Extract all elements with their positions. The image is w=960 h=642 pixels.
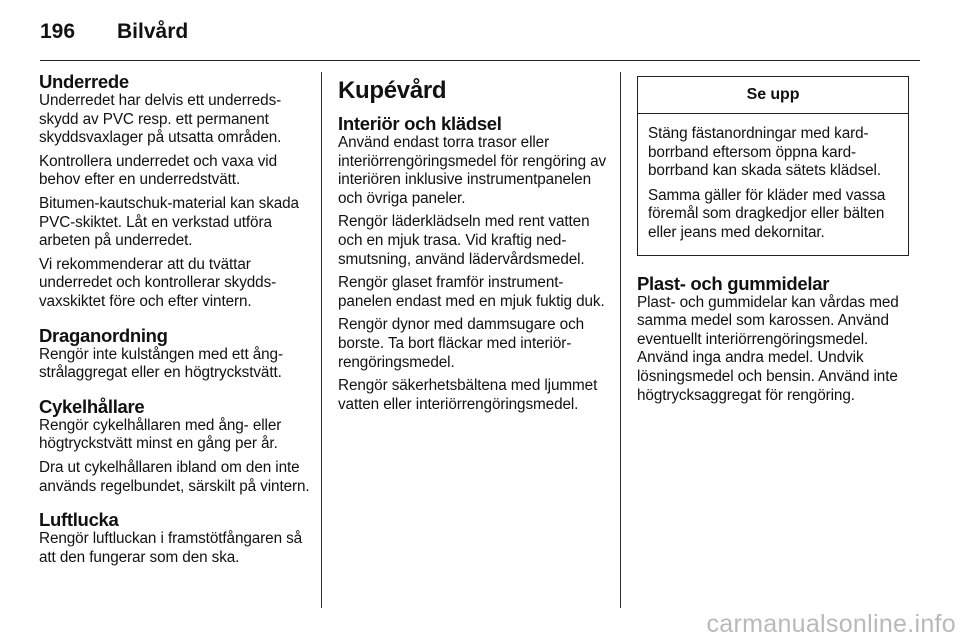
paragraph: Rengör säkerhetsbältena med ljummet vatten eller interiörrengöringsmedel. bbox=[338, 377, 598, 413]
paragraph: Rengör glaset framför instrumentpanelen endast med en mjuk fuktig duk. bbox=[338, 274, 605, 310]
paragraph: Bitumen-kautschuk-material kan skada PVC-skiktet. Låt en verkstad utföra arbeten på underredet. bbox=[39, 194, 299, 250]
section-underrede bbox=[39, 72, 311, 312]
watermark: carmanualsonline.info bbox=[706, 610, 956, 638]
paragraph: Stäng fästanordningar med kardborrband eftersom öppna kardborrband kan skada sätets klädsel. bbox=[648, 125, 881, 180]
section-interior bbox=[338, 114, 610, 414]
column-right bbox=[637, 72, 909, 419]
warning-box bbox=[637, 76, 909, 256]
paragraph: Rengör luftluckan i framstötfångaren så att den fungerar som den ska. bbox=[39, 530, 303, 566]
paragraph: Använd endast torra trasor eller interiörrengöringsmedel för rengöring av interiören inklusive instrumentpanelen och övriga paneler. bbox=[338, 134, 607, 207]
page-number: 196 bbox=[40, 20, 76, 43]
section-title-kupevard: Kupévård bbox=[338, 77, 447, 104]
chapter-title: Bilvård bbox=[117, 20, 189, 43]
heading-underrede: Underrede bbox=[39, 71, 129, 92]
paragraph: Dra ut cykelhållaren ibland om den inte används regelbundet, särskilt på vintern. bbox=[39, 458, 310, 495]
section-draganordning bbox=[39, 326, 311, 383]
paragraph: Rengör inte kulstången med ett ångstrålaggregat eller en högtryckstvätt. bbox=[39, 345, 284, 382]
section-luftlucka bbox=[39, 510, 311, 567]
paragraph: Kontrollera underredet och vaxa vid behov efter en underredstvätt. bbox=[39, 152, 277, 189]
heading-draganordning: Draganordning bbox=[39, 324, 168, 346]
paragraph: Rengör läderklädseln med rent vatten och en mjuk trasa. Vid kraftig nedsmutsning, använd lädervårdsmedel. bbox=[338, 213, 590, 268]
section-cykelhallare bbox=[39, 397, 311, 496]
column-middle bbox=[338, 72, 610, 428]
column-divider-1 bbox=[321, 72, 322, 608]
section-plast bbox=[637, 274, 909, 406]
paragraph: Vi rekommenderar att du tvättar underredet och kontrollerar skyddsvaxskiktet före och efter vintern. bbox=[39, 255, 277, 310]
heading-cykelhallare: Cykelhållare bbox=[39, 395, 145, 417]
header-divider bbox=[40, 60, 920, 61]
heading-plast: Plast- och gummidelar bbox=[637, 272, 830, 294]
warning-title: Se upp bbox=[638, 77, 908, 114]
column-divider-2 bbox=[620, 72, 621, 608]
heading-luftlucka: Luftlucka bbox=[39, 509, 119, 531]
page-header bbox=[40, 14, 920, 58]
paragraph: Plast- och gummidelar kan vårdas med samma medel som karossen. Använd eventuellt interiörrengöringsmedel. Använd inga andra medel. Undvik lösningsmedel och bensin. Använd inte högtrycksaggregat för rengöring. bbox=[637, 293, 899, 404]
heading-interior: Interiör och klädsel bbox=[338, 113, 502, 134]
paragraph: Samma gäller för kläder med vassa föremål som dragkedjor eller bälten eller jeans med dekornitar. bbox=[648, 186, 886, 241]
paragraph: Rengör cykelhållaren med ång- eller högtryckstvätt minst en gång per år. bbox=[39, 416, 282, 453]
warning-body bbox=[638, 114, 908, 255]
paragraph: Underredet har delvis ett underredsskydd av PVC resp. ett permanent skyddsvaxlager på utsatta områden. bbox=[39, 92, 282, 147]
column-left bbox=[39, 72, 311, 581]
paragraph: Rengör dynor med dammsugare och borste. Ta bort fläckar med interiörrengöringsmedel. bbox=[338, 316, 585, 371]
